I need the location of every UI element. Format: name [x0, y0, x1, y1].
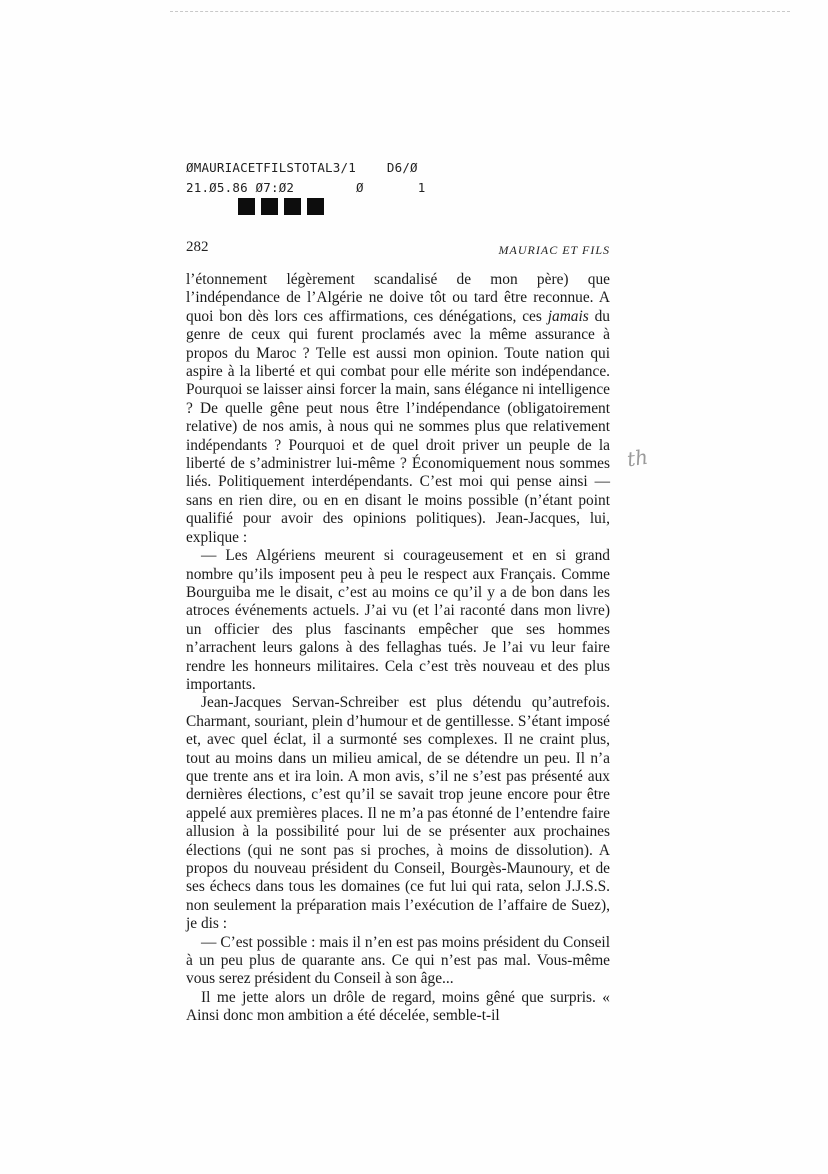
text-run: l’étonnement légèrement scandalisé de mon père) que l’indépendance de l’Algérie ne doive tôt ou tard être reconnue. A quoi bon dès lors ces affirmations, ces dénégations, ces	[186, 271, 610, 325]
print-header-line-1: ØMAURIACETFILSTOTAL3/1 D6/Ø	[186, 160, 418, 175]
body-text	[186, 271, 610, 1026]
text-run: — Les Algériens meurent si courageusement et en si grand nombre qu’ils imposent peu à peu le respect aux Français. Comme Bourguiba me le disait, c’est au moins ce qu’il y a de bon dans les atroces événements actuels. J’ai vu (et l’ai raconté dans mon livre) un officier des plus fascinants empêcher que ses hommes n’arrachent leurs galons à des fellaghas tués. Je l’ai vu leur faire rendre les honneurs militaires. Cela c’est très nouveau et des plus importants.	[186, 547, 610, 693]
text-run: Il me jette alors un drôle de regard, moins gêné que surpris. « Ainsi donc mon ambition a été décelée, semble-t-il	[186, 988, 610, 1025]
registration-block	[238, 198, 255, 215]
paragraph	[186, 271, 610, 547]
text-run: — C’est possible : mais il n’en est pas moins président du Conseil à un peu plus de quarante ans. Ce qui n’est pas mal. Vous-même vous serez président du Conseil à son âge...	[186, 933, 610, 988]
running-head: MAURIAC ET FILS	[498, 243, 610, 257]
paragraph	[186, 694, 610, 933]
italic-text: jamais	[547, 307, 589, 325]
print-header-line-2: 21.Ø5.86 Ø7:Ø2 Ø 1	[186, 180, 426, 195]
page-number: 282	[186, 239, 209, 255]
text-run: du genre de ceux qui furent proclamés avec la même assurance à propos du Maroc ? Telle est aussi mon opinion. Toute nation qui aspire à la liberté et qui combat pour elle mérite son indépendance. Pourquoi se laisser ainsi forcer la main, sans élégance ni intelligence ? De quelle gêne peut nous être l’indépendance (obligatoirement relative) de nos amis, à nous qui ne sommes plus que relativement indépendants ? Pourquoi et de quel droit priver un peuple de la liberté de s’administrer lui-même ? Économiquement nous sommes liés. Politiquement interdépendants. C’est moi qui pense ainsi — sans en rien dire, ou en en disant le moins possible (n’étant point qualifié pour avoir des opinions politiques). Jean-Jacques, lui, explique :	[186, 307, 610, 546]
paragraph	[186, 989, 610, 1026]
paragraph	[186, 547, 610, 694]
registration-block	[284, 198, 301, 215]
text-run: Jean-Jacques Servan-Schreiber est plus détendu qu’autrefois. Charmant, souriant, plein d’humour et de gentillesse. S’étant imposé et, avec quel éclat, il a surmonté ses complexes. Il ne craint plus, tout au moins dans un milieu amical, de se détendre un peu. Il n’a que trente ans et ira loin. A mon avis, s’il ne s’est pas présenté aux dernières élections, c’est qu’il se savait trop jeune encore pour être appelé aux premières places. Il ne m’a pas étonné de l’entendre faire allusion à la possibilité pour lui de se présenter aux prochaines élections (qui ne sont pas si proches, à moins de dissolution). A propos du nouveau président du Conseil, Bourgès-Maunoury, et de ses échecs dans tous les domaines (ce fut lui qui rata, selon J.J.S.S. non seulement la préparation mais l’exécution de l’affaire de Suez), je dis :	[186, 694, 610, 933]
registration-block	[261, 198, 278, 215]
black-registration-blocks	[238, 198, 324, 215]
paragraph	[186, 934, 610, 989]
registration-block	[307, 198, 324, 215]
scan-edge-line	[170, 11, 790, 12]
handwritten-margin-note: th	[625, 444, 650, 472]
